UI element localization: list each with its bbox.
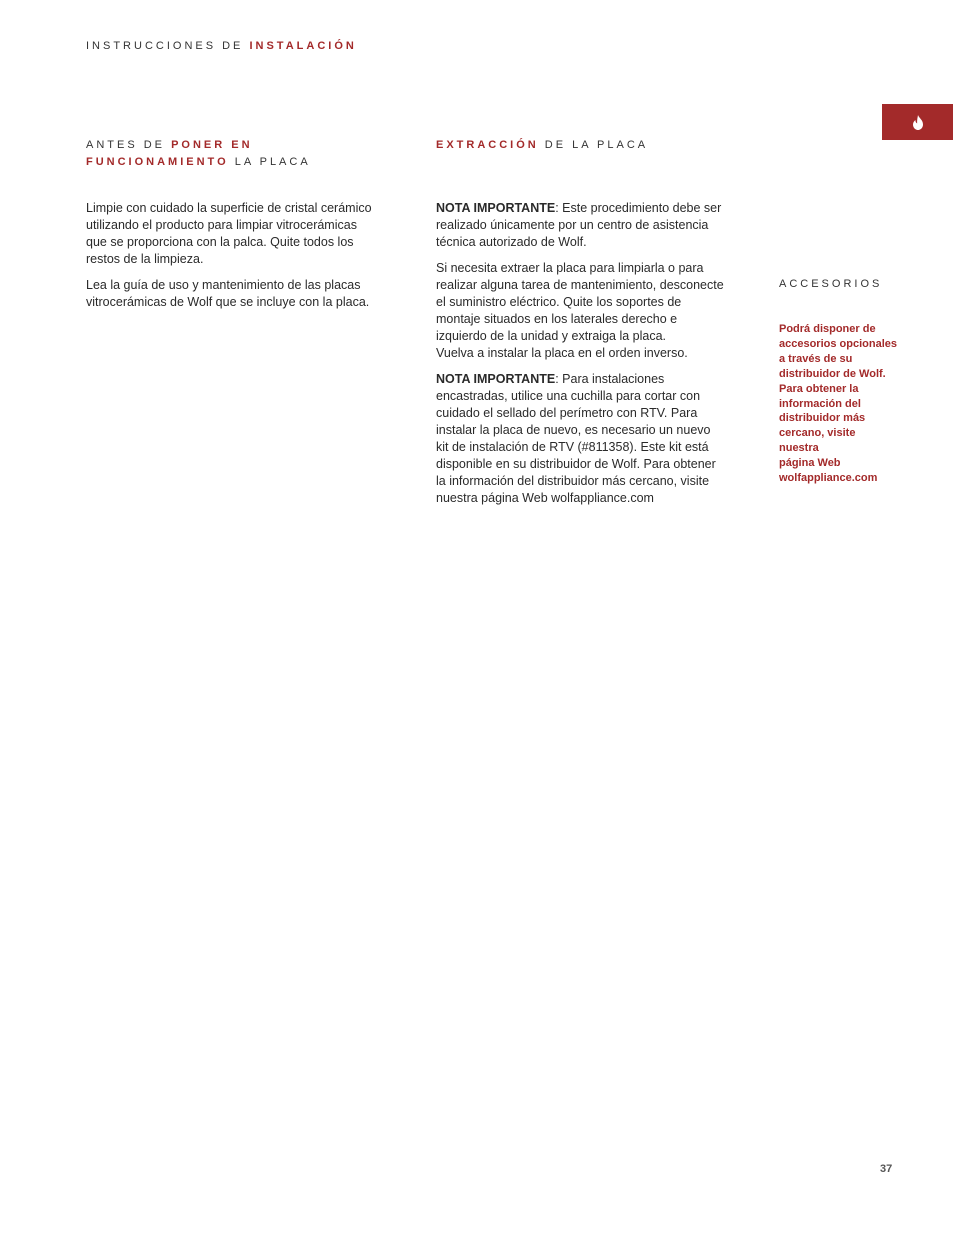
text-line: distribuidor más [779, 412, 866, 425]
text-line: que se proporciona con la palca. Quite todos los [86, 235, 354, 249]
text-line: Para obtener la [779, 382, 859, 395]
text-line: izquierdo de la unidad y extraiga la placa. [436, 329, 667, 343]
middle-body [436, 200, 766, 516]
left-heading-emphasis-1: PONER EN [171, 139, 253, 151]
text-line: Lea la guía de uso y mantenimiento de las placas [86, 278, 361, 292]
left-paragraph-2 [86, 277, 416, 311]
text-line: técnica autorizado de Wolf. [436, 235, 587, 249]
text-line: realizar alguna tarea de mantenimiento, desconecte [436, 278, 724, 292]
text-line: a través de su [779, 352, 853, 365]
text-line: información del [779, 397, 861, 410]
left-heading-suffix: LA PLACA [234, 156, 311, 168]
text-line: disponible en su distribuidor de Wolf. Para obtener [436, 457, 716, 471]
text-line: : Para instalaciones [555, 372, 665, 386]
left-heading-emphasis-2: FUNCIONAMIENTO [86, 156, 229, 168]
running-header [86, 40, 357, 52]
text-line: cuidado el sellado del perímetro con RTV. Para [436, 406, 698, 420]
text-line: utilizando el producto para limpiar vitrocerámicas [86, 218, 357, 232]
text-line: vitrocerámicas de Wolf que se incluye con la placa. [86, 295, 370, 309]
text-line: Limpie con cuidado la superficie de cristal cerámico [86, 201, 372, 215]
text-line: nuestra [779, 442, 819, 455]
header-emphasis: INSTALACIÓN [249, 40, 357, 52]
text-line: nuestra página Web wolfappliance.com [436, 491, 654, 505]
middle-note-2 [436, 371, 766, 507]
text-line: wolfappliance.com [779, 472, 878, 485]
text-line: distribuidor de Wolf. [779, 367, 886, 380]
left-heading [86, 137, 311, 171]
text-line: encastradas, utilice una cuchilla para cortar con [436, 389, 701, 403]
text-line: página Web [779, 457, 841, 470]
middle-heading-emphasis: EXTRACCIÓN [436, 139, 539, 151]
text-line: cercano, visite [779, 427, 856, 440]
note-label: NOTA IMPORTANTE [436, 201, 556, 215]
middle-paragraph-2 [436, 260, 766, 362]
header-prefix: INSTRUCCIONES DE [86, 40, 244, 52]
left-heading-prefix: ANTES DE [86, 139, 166, 151]
text-line: accesorios opcionales [779, 337, 897, 350]
text-line: montaje situados en los laterales derecho e [436, 312, 678, 326]
sidebar-note [779, 322, 909, 486]
text-line: Podrá disponer de [779, 323, 876, 335]
text-line: restos de la limpieza. [86, 252, 204, 266]
text-line: Vuelva a instalar la placa en el orden inverso. [436, 346, 688, 360]
text-line: instalar la placa de nuevo, es necesario un nuevo [436, 423, 711, 437]
middle-heading-suffix: DE LA PLACA [544, 139, 649, 151]
section-tab [882, 104, 953, 140]
text-line: la información del distribuidor más cercano, visite [436, 474, 710, 488]
text-line: el suministro eléctrico. Quite los soportes de [436, 295, 682, 309]
left-body [86, 200, 416, 320]
sidebar-title: ACCESORIOS [779, 278, 883, 290]
middle-heading [436, 137, 648, 154]
text-line: kit de instalación de RTV (#811358). Este kit está [436, 440, 709, 454]
note-label: NOTA IMPORTANTE [436, 372, 556, 386]
middle-note-1 [436, 200, 766, 251]
flame-icon [912, 115, 924, 130]
left-paragraph-1 [86, 200, 416, 268]
text-line: realizado únicamente por un centro de asistencia [436, 218, 709, 232]
page-number: 37 [880, 1163, 893, 1175]
text-line: Si necesita extraer la placa para limpiarla o para [436, 261, 704, 275]
text-line: : Este procedimiento debe ser [555, 201, 722, 215]
